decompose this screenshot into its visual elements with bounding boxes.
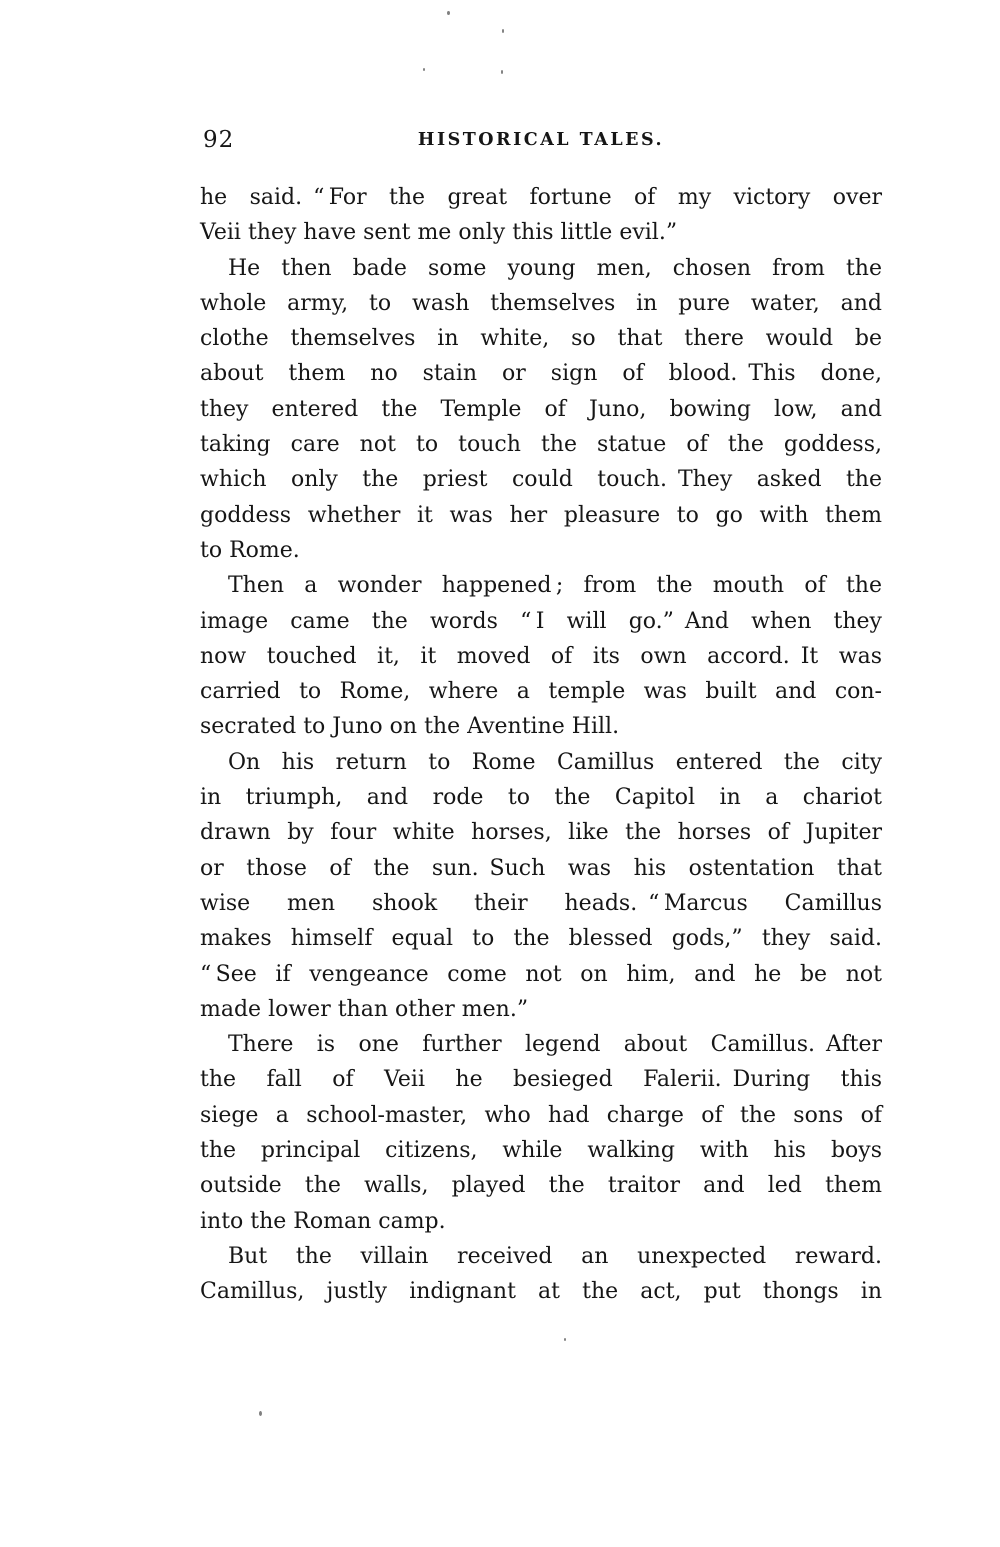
scan-speckle [423,68,425,71]
paragraph [200,568,882,744]
text-line: drawn by four white horses, like the horses of Jupiter [200,820,882,846]
paragraph [200,251,882,569]
text-line: goddess whether it was her pleasure to go with them [200,502,882,528]
text-line: He then bade some young men, chosen from the [228,255,882,281]
text-line: Veii they have sent me only this little evil.” [200,220,678,246]
paragraph [200,180,882,251]
text-line: now touched it, it moved of its own accord. It was [200,643,882,669]
text-line: which only the priest could touch. They asked the [200,467,882,493]
text-line: secrated to Juno on the Aventine Hill. [200,714,620,740]
text-line: the fall of Veii he besieged Falerii. During this [200,1067,882,1093]
paragraph [200,1027,882,1239]
paragraph [200,1239,882,1310]
text-line: outside the walls, played the traitor and led them [200,1173,882,1199]
scan-speckle [259,1411,262,1416]
text-line: in triumph, and rode to the Capitol in a chariot [200,785,882,811]
text-line: or those of the sun. Such was his ostentation that [200,855,882,881]
text-line: But the villain received an unexpected reward. [228,1243,882,1269]
text-line: Camillus, justly indignant at the act, put thongs in [200,1279,882,1305]
page-number: 92 [203,127,235,153]
scan-speckle [564,1338,566,1341]
text-line: into the Roman camp. [200,1208,446,1234]
text-line: they entered the Temple of Juno, bowing low, and [200,396,882,422]
scan-speckle [447,11,450,15]
scan-speckle [502,29,504,33]
text-line: taking care not to touch the statue of the goddess, [200,432,882,458]
scan-speckle [501,70,503,74]
text-line: he said. “ For the great fortune of my victory over [200,185,882,210]
text-line: whole army, to wash themselves in pure water, and [200,290,882,316]
text-line: makes himself equal to the blessed gods,” they said. [200,926,882,952]
text-line: clothe themselves in white, so that there would be [200,326,882,352]
text-line: wise men shook their heads. “ Marcus Camillus [200,890,882,916]
text-line: carried to Rome, where a temple was built and con- [200,679,882,705]
text-line: image came the words “ I will go.” And when they [200,608,882,634]
text-block [200,180,882,1310]
text-line: There is one further legend about Camillus. After [228,1032,882,1058]
page-header [200,127,882,157]
text-line: to Rome. [200,537,300,563]
text-line: On his return to Rome Camillus entered the city [228,749,882,775]
paragraph [200,745,882,1027]
running-header-title: HISTORICAL TALES. [417,130,665,150]
text-line: the principal citizens, while walking with his boys [200,1138,882,1164]
text-line: siege a school-master, who had charge of the sons of [200,1102,882,1128]
text-line: about them no stain or sign of blood. This done, [200,361,882,387]
text-line: “ See if vengeance come not on him, and he be not [200,961,882,987]
text-line: made lower than other men.” [200,996,529,1022]
text-line: Then a wonder happened ; from the mouth of the [228,573,882,599]
